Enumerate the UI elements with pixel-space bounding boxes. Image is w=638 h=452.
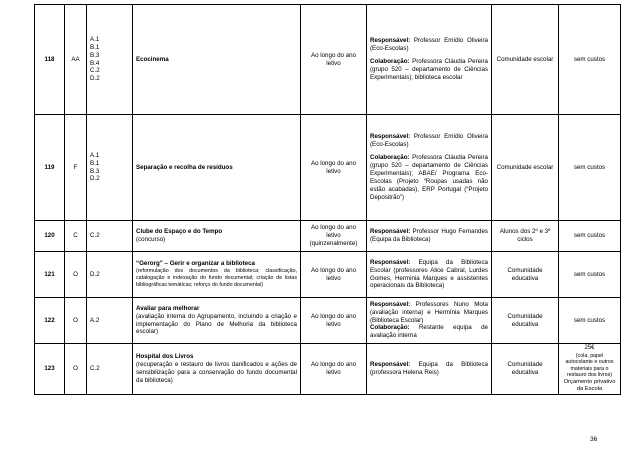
responsible-label: Responsável:	[370, 133, 411, 141]
activity-schedule: Ao longo do ano letivo	[301, 298, 367, 344]
cost-cell	[559, 115, 621, 221]
table-row	[35, 221, 621, 252]
responsible-text: Professor Emídio Oliveira (Eco-Escolas)	[370, 133, 488, 149]
activity-title: Separação e recolha de resíduos	[136, 163, 233, 171]
responsible-text: Professores Nuno Mota (avaliação interna) e Hermínia Marques (Biblioteca Escolar)	[370, 300, 488, 324]
objective-code: A.2	[90, 316, 100, 324]
objective-code: C.2	[90, 67, 100, 75]
objective-code: A.1	[90, 35, 100, 43]
responsible-text: Restante equipa de avaliação interna	[370, 324, 488, 340]
target-audience: Comunidade escolar	[492, 5, 559, 115]
cost-cell	[559, 344, 621, 395]
cost-line: sem custos	[573, 55, 606, 63]
activity-cell	[133, 252, 301, 298]
objective-code: A.1	[90, 151, 100, 159]
responsible-entry	[370, 154, 488, 202]
activity-description: (avaliação interna do Agrupamento, incluindo a criação e implementação do Plano de Melhoria da biblioteca escolar)	[136, 312, 297, 336]
objective-code: B.3	[90, 51, 100, 59]
activity-schedule: Ao longo do ano letivo	[301, 115, 367, 221]
responsible-entry	[370, 133, 488, 149]
objective-code: C.2	[90, 365, 100, 373]
activity-section: AA	[65, 5, 87, 115]
objective-code: D.2	[90, 75, 100, 83]
objective-code: B.1	[90, 43, 100, 51]
target-audience: Comunidade educativa	[492, 344, 559, 395]
cost-line: sem custos	[573, 270, 606, 278]
activity-title: Avaliar para melhorar	[136, 304, 200, 312]
objective-code: B.3	[90, 167, 100, 175]
activity-number: 118	[35, 5, 65, 115]
objective-codes	[87, 344, 133, 395]
responsible-text: Equipa da Biblioteca Escolar (professores Alice Cabral, Lurdes Gomes, Herminia Marques e assistentes operacionais da Biblioteca)	[370, 258, 488, 290]
objective-codes	[87, 115, 133, 221]
activity-cell	[133, 221, 301, 252]
activity-title: “Gerorg” – Gerir e organizar a biblioteca	[136, 260, 255, 268]
responsible-text: Professora Cláudia Pereira (grupo 520 – departamento de Ciências Experimentais); ABAE/ Programa Eco-Escolas (Projeto “Roupas usadas não estão acabadas), ERP Portugal (“Projeto Depositrão”)	[370, 154, 488, 201]
responsible-label: Colaboração:	[370, 58, 410, 66]
target-audience: Alunos dos 2º e 3º ciclos	[492, 221, 559, 252]
activities-table	[34, 4, 621, 395]
responsible-cell	[367, 115, 492, 221]
responsible-cell	[367, 298, 492, 344]
activity-number: 123	[35, 344, 65, 395]
activity-cell	[133, 344, 301, 395]
target-audience: Comunidade educativa	[492, 252, 559, 298]
responsible-entry	[370, 361, 488, 377]
activity-schedule: Ao longo do ano letivo	[301, 252, 367, 298]
page-number: 36	[590, 436, 598, 443]
responsible-text: Professor Hugo Fernandes (Equipa da Biblioteca)	[370, 228, 488, 243]
responsible-cell	[367, 5, 492, 115]
responsible-label: Responsável:	[370, 258, 411, 266]
objective-codes	[87, 298, 133, 344]
table-row	[35, 115, 621, 221]
responsible-label: Colaboração:	[370, 324, 410, 332]
responsible-entry	[370, 228, 488, 244]
objective-code: D.2	[90, 270, 100, 278]
responsible-text: Professora Cláudia Pereira (grupo 520 – departamento de Ciências Experimentais); biblioteca escolar	[370, 58, 488, 81]
activity-number: 119	[35, 115, 65, 221]
table-row	[35, 5, 621, 115]
activity-section: O	[65, 344, 87, 395]
activity-title: Hospital dos Livros	[136, 353, 194, 361]
responsible-text: Professor Emídio Oliveira (Eco-Escolas)	[370, 37, 488, 53]
activity-description: (reformulação dos documentos da biblioteca; classificação, catalogação e indexação do fundo documental; criação de listas bibliográficas temáticas; reforço do fundo documental)	[136, 268, 297, 288]
cost-cell	[559, 252, 621, 298]
objective-code: D.2	[90, 175, 100, 183]
activity-schedule: Ao longo do ano letivo	[301, 5, 367, 115]
responsible-cell	[367, 344, 492, 395]
responsible-entry	[370, 301, 488, 325]
objective-code: B.4	[90, 59, 100, 67]
cost-cell	[559, 298, 621, 344]
objective-codes	[87, 221, 133, 252]
activity-schedule: Ao longo do ano letivo	[301, 344, 367, 395]
table-row	[35, 252, 621, 298]
activity-number: 122	[35, 298, 65, 344]
activity-number: 121	[35, 252, 65, 298]
activity-description: (concurso)	[136, 236, 166, 243]
activity-title: Clube do Espaço e do Tempo	[136, 228, 223, 236]
activity-cell	[133, 298, 301, 344]
table-row	[35, 298, 621, 344]
responsible-entry	[370, 58, 488, 82]
activity-section: O	[65, 252, 87, 298]
responsible-entry	[370, 37, 488, 53]
responsible-label: Responsável:	[370, 228, 411, 236]
objective-code: C.2	[90, 232, 100, 240]
cost-line: (cola, papel autocolante e outros materiais para o restauro dos livros)	[565, 352, 614, 379]
activity-schedule: Ao longo do ano letivo (quinzenalmente)	[301, 221, 367, 252]
activity-cell	[133, 115, 301, 221]
cost-cell	[559, 5, 621, 115]
activity-number: 120	[35, 221, 65, 252]
activity-section: O	[65, 298, 87, 344]
responsible-label: Colaboração:	[370, 154, 410, 162]
objective-code: B.1	[90, 159, 100, 167]
objective-codes	[87, 5, 133, 115]
activity-section: C	[65, 221, 87, 252]
responsible-label: Responsável:	[370, 37, 411, 45]
cost-line: sem custos	[573, 316, 606, 324]
table-row	[35, 344, 621, 395]
responsible-cell	[367, 252, 492, 298]
responsible-label: Responsável:	[370, 361, 411, 369]
cost-line: sem custos	[573, 232, 606, 240]
target-audience: Comunidade educativa	[492, 298, 559, 344]
cost-cell	[559, 221, 621, 252]
target-audience: Comunidade escolar	[492, 115, 559, 221]
responsible-cell	[367, 221, 492, 252]
responsible-entry	[370, 259, 488, 291]
cost-line: Orçamento privativo da Escola	[563, 378, 616, 393]
activity-cell	[133, 5, 301, 115]
responsible-label: Responsável:	[370, 300, 411, 308]
responsible-entry	[370, 324, 488, 340]
responsible-text: Equipa da Biblioteca (professora Helena Reis)	[370, 361, 488, 377]
activity-title: Ecocinema	[136, 55, 169, 63]
cost-line: 25€	[584, 345, 595, 351]
objective-codes	[87, 252, 133, 298]
activity-description: (recuperação e restauro de livros danificados e ações de sensibilização para a conservação do fundo documental da biblioteca)	[136, 361, 297, 385]
cost-line: sem custos	[573, 163, 606, 171]
activity-section: F	[65, 115, 87, 221]
